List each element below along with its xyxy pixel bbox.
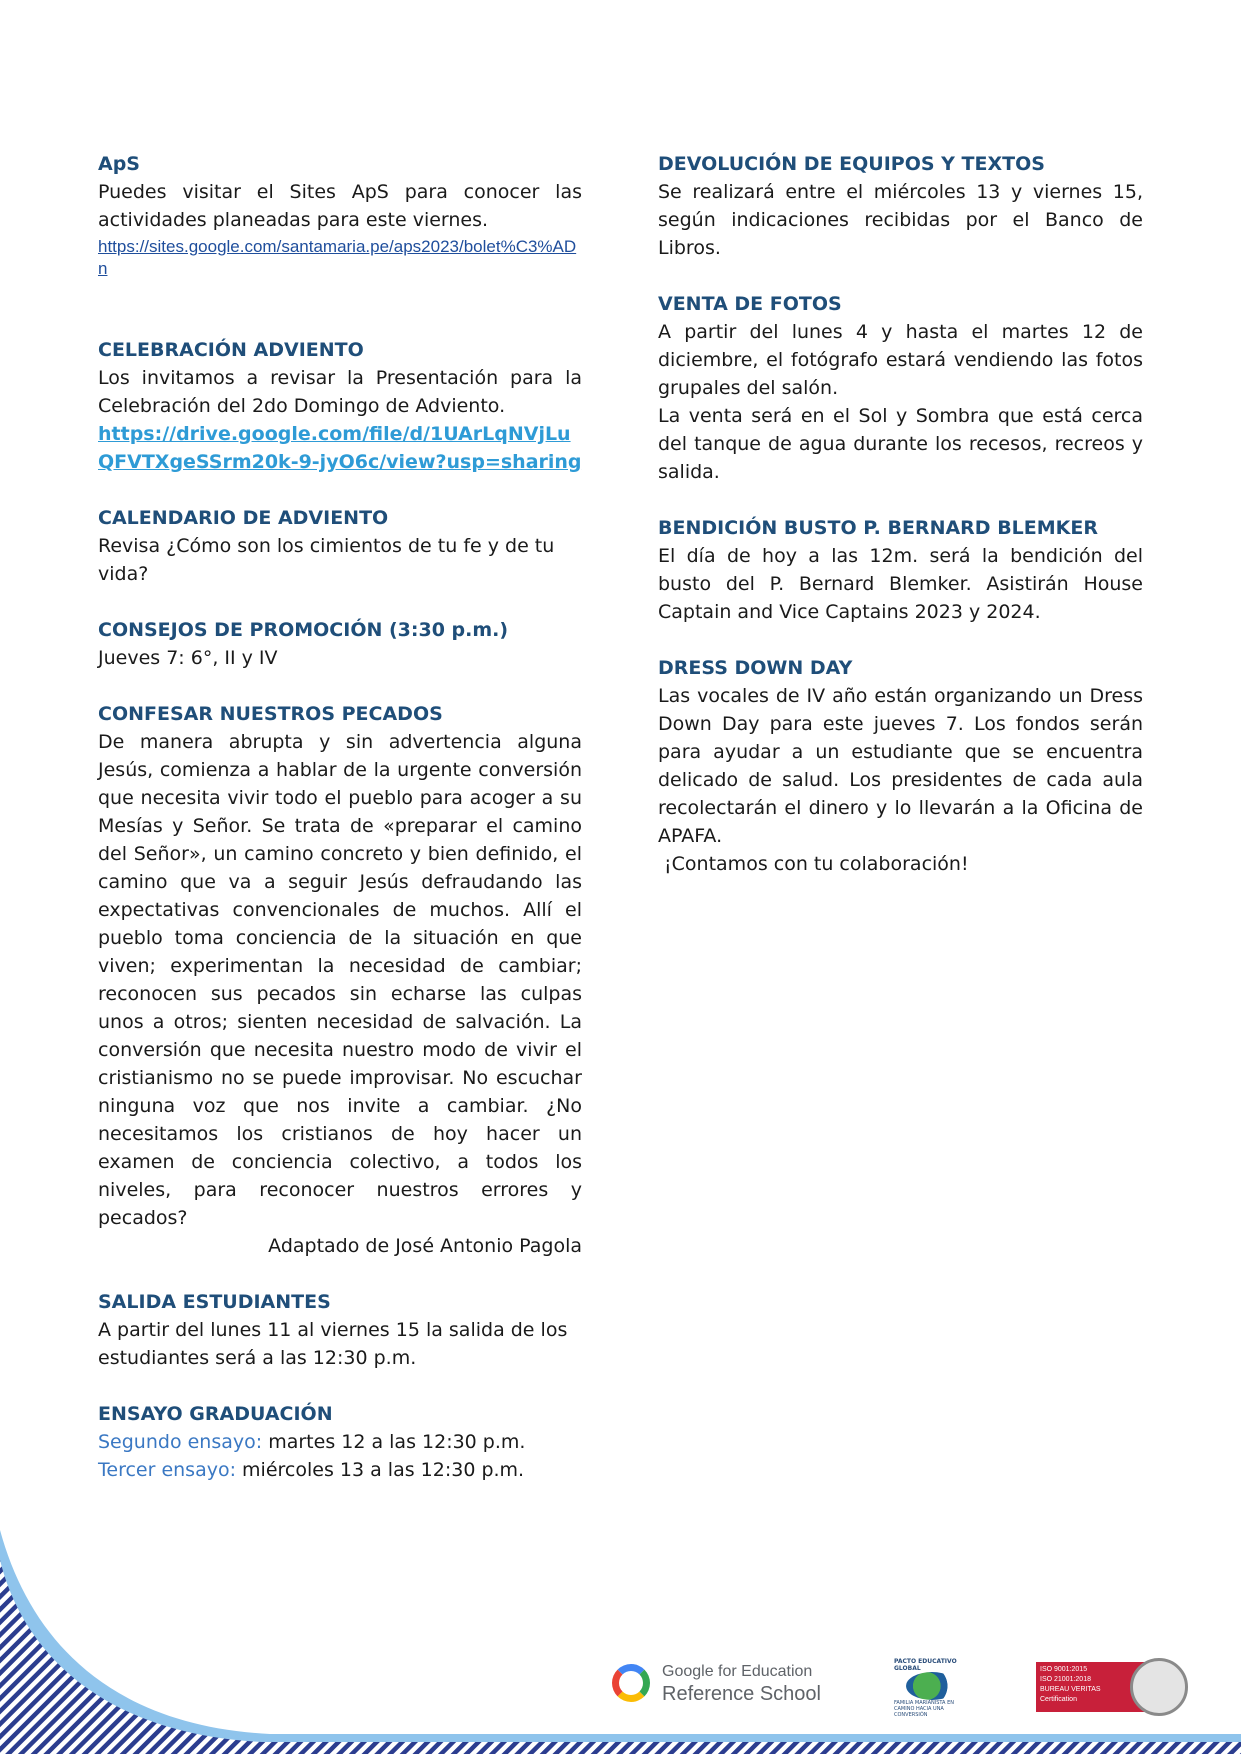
section-text: A partir del lunes 11 al viernes 15 la salida de los estudiantes será a las 12:30 p.m. <box>98 1319 568 1369</box>
section-dressdown <box>658 654 1143 878</box>
section-text: La venta será en el Sol y Sombra que está cerca del tanque de agua durante los recesos, recreos y salida. <box>658 405 1143 483</box>
google-g-icon <box>612 1664 650 1702</box>
section-heading: CALENDARIO DE ADVIENTO <box>98 507 389 529</box>
footer <box>0 1530 1241 1754</box>
section-devolucion <box>658 150 1143 262</box>
section-fotos <box>658 290 1143 486</box>
section-aps <box>98 150 582 280</box>
section-consejos <box>98 616 582 672</box>
right-column <box>658 150 1143 906</box>
aps-sites-link[interactable]: https://sites.google.com/santamaria.pe/aps2023/bolet%C3%ADn <box>98 237 577 278</box>
google-logo-line-1: Google for Education <box>662 1663 813 1680</box>
section-heading: ENSAYO GRADUACIÓN <box>98 1403 333 1425</box>
section-heading: DEVOLUCIÓN DE EQUIPOS Y TEXTOS <box>658 153 1045 175</box>
pacto-educativo-logo <box>894 1658 970 1718</box>
section-confesar <box>98 700 582 1260</box>
bv-line-1: ISO 9001:2015 <box>1040 1666 1088 1673</box>
footer-wave-decoration <box>0 1530 1241 1754</box>
section-text: Los invitamos a revisar la Presentación para la Celebración del 2do Domingo de Adviento. <box>98 367 582 417</box>
section-text: Revisa ¿Cómo son los cimientos de tu fe y de tu vida? <box>98 535 555 585</box>
section-heading: VENTA DE FOTOS <box>658 293 842 315</box>
ensayo-line-1 <box>98 1428 582 1456</box>
section-heading: CONSEJOS DE PROMOCIÓN (3:30 p.m.) <box>98 619 509 641</box>
section-heading: BENDICIÓN BUSTO P. BERNARD BLEMKER <box>658 517 1098 539</box>
pacto-logo-bottom: FAMILIA MARIANISTA EN CAMINO HACIA UNA CONVERSIÓN <box>894 1700 954 1718</box>
section-text: Jueves 7: 6°, II y IV <box>98 647 278 669</box>
google-education-logo <box>612 1655 848 1711</box>
ensayo-line-2 <box>98 1456 582 1484</box>
section-calendario <box>98 504 582 588</box>
section-text: El día de hoy a las 12m. será la bendición del busto del P. Bernard Blemker. Asistirán House Captain and Vice Captains 2023 y 2024. <box>658 545 1143 623</box>
section-salida <box>98 1288 582 1372</box>
section-text: A partir del lunes 4 y hasta el martes 12 de diciembre, el fotógrafo estará vendiendo las fotos grupales del salón. <box>658 321 1143 399</box>
bureau-veritas-logo <box>1036 1658 1190 1716</box>
ensayo-date: miércoles 13 a las 12:30 p.m. <box>236 1459 525 1481</box>
bv-line-2: ISO 21001:2018 <box>1040 1676 1091 1683</box>
section-heading: SALIDA ESTUDIANTES <box>98 1291 331 1313</box>
google-logo-line-2: Reference School <box>662 1683 821 1705</box>
section-bendicion <box>658 514 1143 626</box>
section-text: Las vocales de IV año están organizando un Dress Down Day para este jueves 7. Los fondos serán para ayudar a un estudiante que se encuentra delicado de salud. Los presidentes de cada aula recolectarán el dinero y lo llevarán a la Oficina de APAFA. <box>658 685 1143 847</box>
closing-text: ¡Contamos con tu colaboración! <box>658 853 969 875</box>
left-column <box>98 150 582 1512</box>
section-heading: CONFESAR NUESTROS PECADOS <box>98 703 443 725</box>
ensayo-label: Tercer ensayo: <box>98 1459 236 1481</box>
section-text: De manera abrupta y sin advertencia alguna Jesús, comienza a hablar de la urgente conversión que necesita vivir todo el pueblo para acoger a su Mesías y Señor. Se trata de «preparar el camino del Señor», un camino concreto y bien definido, el camino que va a seguir Jesús defraudando las expectativas convencionales de muchos. Allí el pueblo toma conciencia de la situación en que viven; experimentan la necesidad de cambiar; reconocen sus pecados sin echarse las culpas unos a otros; sienten necesidad de salvación. La conversión que necesita nuestro modo de vivir el cristianismo no se puede improvisar. No escuchar ninguna voz que nos invite a cambiar. ¿No necesitamos los cristianos de hoy hacer un examen de conciencia colectivo, a todos los niveles, para reconocer nuestros errores y pecados? <box>98 731 582 1229</box>
section-heading: DRESS DOWN DAY <box>658 657 853 679</box>
section-text: Puedes visitar el Sites ApS para conocer las actividades planeadas para este viernes. <box>98 181 582 231</box>
presentation-drive-link[interactable]: https://drive.google.com/file/d/1UArLqNVjLuQFVTXgeSSrm20k-9-jyO6c/view?usp=sharing <box>98 423 582 473</box>
pacto-emblem-icon <box>906 1672 958 1700</box>
section-ensayo <box>98 1400 582 1484</box>
section-heading: CELEBRACIÓN ADVIENTO <box>98 339 364 361</box>
section-heading: ApS <box>98 153 140 175</box>
ensayo-label: Segundo ensayo: <box>98 1431 263 1453</box>
bv-seal-icon <box>1130 1658 1188 1716</box>
bv-line-4: Certification <box>1040 1696 1077 1703</box>
pacto-logo-top: PACTO EDUCATIVO GLOBAL <box>894 1658 957 1672</box>
bv-line-3: BUREAU VERITAS <box>1040 1686 1101 1693</box>
ensayo-date: martes 12 a las 12:30 p.m. <box>262 1431 526 1453</box>
section-text: Se realizará entre el miércoles 13 y viernes 15, según indicaciones recibidas por el Banco de Libros. <box>658 181 1143 259</box>
attribution: Adaptado de José Antonio Pagola <box>268 1235 582 1257</box>
section-celebracion <box>98 336 582 476</box>
